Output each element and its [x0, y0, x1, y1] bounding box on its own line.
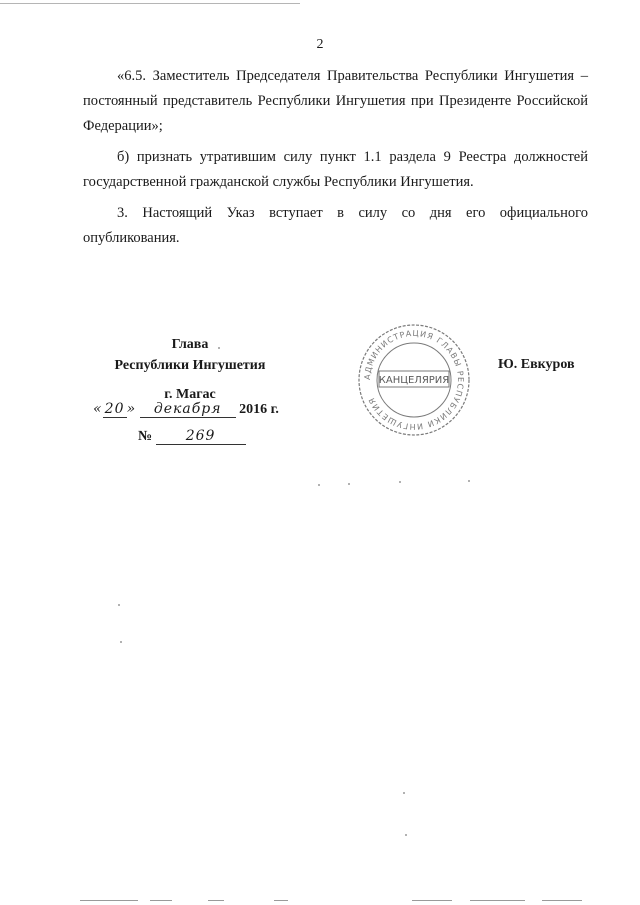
scan-dot [403, 792, 405, 794]
stamp-center-text: КАНЦЕЛЯРИЯ [378, 375, 450, 386]
bottom-rule [542, 900, 582, 901]
date-open-quote: « [93, 401, 103, 417]
bottom-rule [150, 900, 172, 901]
bottom-rule [80, 900, 138, 901]
bottom-rule [470, 900, 525, 901]
scan-dot [468, 480, 470, 482]
scan-dot [405, 834, 407, 836]
date-year: 2016 г. [239, 402, 279, 417]
scan-dot [218, 347, 220, 349]
scan-dot [348, 483, 350, 485]
signature-title-line2: Республики Ингушетия [114, 358, 266, 373]
number-label: № [138, 429, 153, 444]
paragraph-text: б) признать утратившим силу пункт 1.1 раздела 9 Реестра должностей государственной гражданской службы Республики Ингушетия. [83, 149, 588, 190]
bottom-rule [208, 900, 224, 901]
top-rule [0, 3, 300, 4]
date-month: декабря [140, 401, 236, 418]
decree-number: 269 [156, 428, 246, 445]
date-line [93, 401, 279, 418]
scan-dot [399, 481, 401, 483]
signer-name: Ю. Евкуров [498, 357, 575, 372]
official-stamp [355, 321, 473, 439]
decree-number-line [138, 428, 246, 445]
bottom-rule [412, 900, 452, 901]
scan-dot [118, 604, 120, 606]
scan-dot [120, 641, 122, 643]
scan-dot [318, 484, 320, 486]
place-of-signing: г. Магас [164, 387, 216, 402]
stamp-ring-text: АДМИНИСТРАЦИЯ ГЛАВЫ РЕСПУБЛИКИ ИНГУШЕТИЯ [362, 328, 466, 432]
paragraph-text: «6.5. Заместитель Председателя Правительства Республики Ингушетия – постоянный представитель Республики Ингушетия при Президенте Российской Федерации»; [83, 68, 588, 134]
page-number: 2 [316, 37, 324, 52]
bottom-rule [274, 900, 288, 901]
paragraph-3 [83, 201, 588, 251]
paragraph-b [83, 145, 588, 195]
signature-title-line1: Глава [171, 337, 209, 352]
paragraph-6-5 [83, 64, 588, 139]
paragraph-text: 3. Настоящий Указ вступает в силу со дня его официального опубликования. [83, 205, 588, 246]
date-day: 20 [103, 401, 127, 418]
date-close-quote: » [126, 401, 137, 417]
